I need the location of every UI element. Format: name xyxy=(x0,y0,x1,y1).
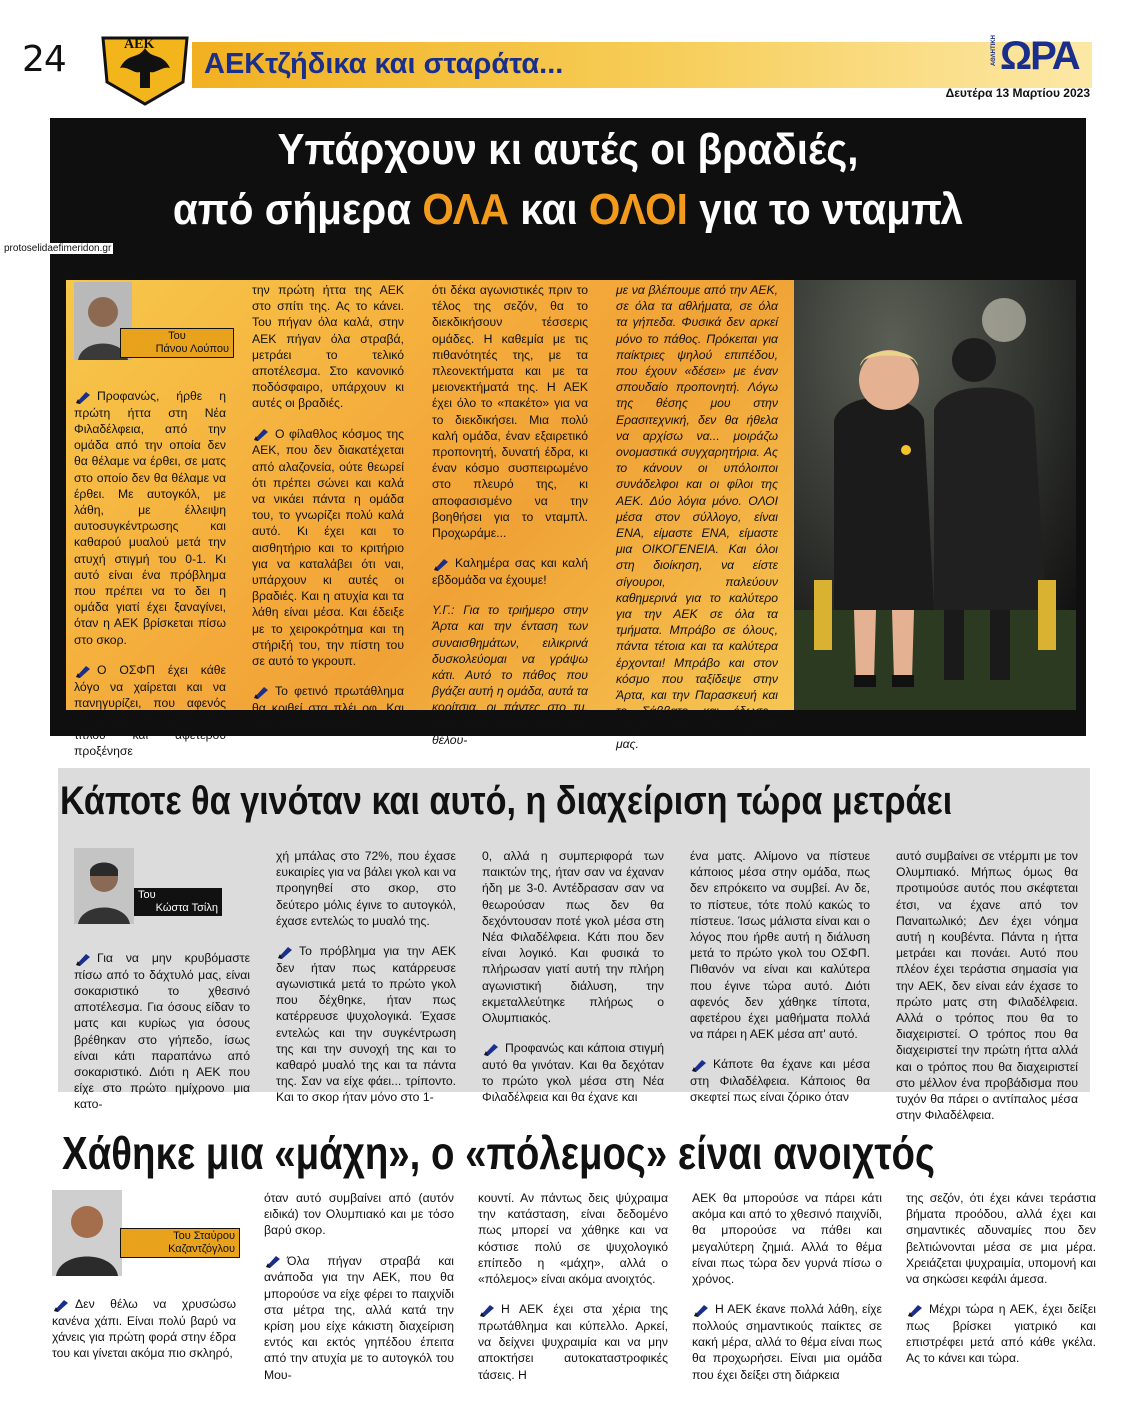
author-caption-loupos xyxy=(120,328,234,358)
paragraph: ένα ματς. Αλίμονο να πίστευε κάποιος μέσα στην ομάδα, πως δεν επρόκειτο να συμβεί. Αν δε, το πίστευε, τότε πολύ κακώς το πίστευε. Ίσως μάλιστα είναι και ο λόγος που ήρθε αυτή η διάλυση μετά το πρώτο γκολ του ΟΣΦΠ. Πιθανόν να είναι και καλύτερα που έγινε τώρα αυτό. Διότι αφενός δεν χάθηκε τίποτα, αφετέρου έχει μαθήματα πολλά να πάρει η ΑΕΚ μέσα απ' αυτό. xyxy=(690,849,870,1042)
pen-icon xyxy=(74,389,94,405)
pen-icon xyxy=(906,1302,926,1318)
paragraph: Το φετινό πρωτάθλημα θα κριθεί στα πλέι οφ. Και χθες πιστοποιήθηκε xyxy=(252,684,404,732)
article1-col2 xyxy=(252,282,404,732)
paragraph: Το πρόβλημα για την ΑΕΚ δεν ήταν πως κατάρρευσε αγωνιστικά μετά το πρώτο γκολ που δέχθηκε, ήταν πως κατέρρευσε ψυχολογικά. Έχασε εντελώς και την συγκέντρωση της και την συνοχή της και το καθαρό μυαλό της και τα πάντα της. Σαν να είχε φάει... τρίποντο. Και το σκορ ήταν μόνο στο 1- xyxy=(276,944,456,1105)
article1-headline-line2 xyxy=(91,180,1044,240)
article2-col4 xyxy=(690,848,870,1106)
headline-part: και xyxy=(508,185,589,234)
article1-col4 xyxy=(616,282,778,752)
pen-icon xyxy=(276,944,296,960)
caption-line: Του xyxy=(138,889,156,901)
author-caption-kazantzoglou xyxy=(120,1228,240,1258)
pen-icon xyxy=(478,1302,498,1318)
article1-col3 xyxy=(432,282,588,748)
aek-logo xyxy=(98,30,192,106)
paragraph: Μέχρι τώρα η ΑΕΚ, έχει δείξει πως βρίσκει γιατρικό και επιστρέφει μετά από κάθε γκέλα. Ας το κάνει και τώρα. xyxy=(906,1302,1096,1366)
paragraph: Ο φίλαθλος κόσμος της ΑΕΚ, που δεν διακατέχεται από αλαζονεία, ούτε θεωρεί ότι πρέπει σώνει και καλά να νικάει πάντα η ομάδα του, το γνωρίζει πολύ καλά αυτό. Κι έχει και το αισθητήριο και το κριτήριο για να καταλάβει ότι ναι, υπάρχουν κι αυτές οι βραδιές. Και η ατυχία και τα λάθη είναι μέσα. Και έδειξε με το χειροκρότημα και τη στήριξή του, την πίστη του σε αυτό το γκρουπ. xyxy=(252,426,404,669)
caption-line: Του Σταύρου xyxy=(173,1230,235,1242)
headline-highlight-oloi: ΟΛΟΙ xyxy=(588,185,688,234)
paragraph: ότι δέκα αγωνιστικές πριν το τέλος της σεζόν, θα το διεκδικήσουν τέσσερις ομάδες. Η καθεμία με τις πιθανότητές της, με τα πλεονεκτήματα και με τα μειονεκτήματά της. Η ΑΕΚ έχει όλο το «πακέτο» για να το διεκδικήσει. Μια πολύ καλή ομάδα, έναν εξαιρετικό προπονητή, δυνατή έδρα, κι έναν κόσμο συσπειρωμένο στο πλευρό της, κι αποφασισμένο να την βοηθήσει για το νταμπλ. Προχωράμε... xyxy=(432,283,588,541)
paragraph: Για να μην κρυβόμαστε πίσω από το δάχτυλό μας, είναι σοκαριστικό το χθεσινό αποτέλεσμα. Για όσους είδαν το ματς και κυρίως για όσους βρέθηκαν στο γήπεδο, ίσως είναι κάτι παραπάνω από σοκαριστικό. Διότι η ΑΕΚ που είχε στο πρώτο ημίχρονο μια κατο- xyxy=(74,951,250,1112)
paragraph: ΑΕΚ θα μπορούσε να πάρει κάτι ακόμα και από το χθεσινό παιχνίδι, θα μπορούσε να πάθει και μεγαλύτερη ζημιά. Αλλά το θέμα είναι πως τώρα δεν γυρνά πίσω ο χρόνος. xyxy=(692,1191,882,1287)
pen-icon xyxy=(252,684,272,700)
paragraph: όταν αυτό συμβαίνει από (αυτόν ειδικά) τον Ολυμπιακό και με τόσο βαρύ σκορ. xyxy=(264,1191,454,1238)
paragraph: της σεζόν, ότι έχει κάνει τεράστια βήματα προόδου, αλλά έχει και σημαντικές αδυναμίες που δεν βελτιώνονται μέσα σε μια μέρα. Χρειάζεται ψυχραιμία, υπομονή και να σηκώσει κεφάλι άμεσα. xyxy=(906,1191,1096,1287)
watermark: protoselidaefimeridon.gr xyxy=(4,243,112,254)
pen-icon xyxy=(432,556,452,572)
paragraph: χή μπάλας στο 72%, που έχασε ευκαιρίες για να βάλει γκολ και να προηγηθεί στο σκορ, στο δεύτερο μόλις έγινε το αυτογκόλ, έχασε εντελώς το μυαλό της. xyxy=(276,849,456,928)
paragraph: Κάποτε θα έχανε και μέσα στη Φιλαδέλφεια. Κάποιος θα σκεφτεί πως είναι ζόρικο όταν xyxy=(690,1057,870,1105)
section-title: ΑΕΚτζήδικα και σταράτα... xyxy=(204,48,564,80)
paragraph: την πρώτη ήττα της ΑΕΚ στο σπίτι της. Ας το κάνει. Του πήγαν όλα καλά, στην ΑΕΚ πήγαν όλα στραβά, μετράει το τελικό αποτέλεσμα. Στο κανονικό ποδόσφαιρο, υπάρχουν κι αυτές οι βραδιές. xyxy=(252,283,404,411)
article2-col2 xyxy=(276,848,456,1106)
headline-highlight-ola: ΟΛΑ xyxy=(422,185,509,234)
paragraph: Προφανώς και κάποια στιγμή αυτό θα γινόταν. Και θα δεχόταν το πρώτο γκολ μέσα στη Νέα Φιλαδέλφεια και θα έχανε και xyxy=(482,1041,664,1105)
paragraph: Η ΑΕΚ έκανε πολλά λάθη, είχε πολλούς σημαντικούς παίκτες σε κακή μέρα, αλλά το θέμα είναι πως θα προχωρήσει. Είναι μια ομάδα που έχει δείξει στη διάρκεια xyxy=(692,1302,882,1382)
article3-col2 xyxy=(264,1190,454,1383)
paragraph: Προφανώς, ήρθε η πρώτη ήττα στη Νέα Φιλαδέλφεια, από την ομάδα από την οποία δεν θα θέλαμε να έρθει, σε ματς στο οποίο δεν θα θέλαμε να έρθει. Με αυτογκόλ, με λάθη, με έλλειψη αυτοσυγκέντρωσης και καθαρού μυαλού μετά την ατυχή στιγμή του 0-1. Κι αυτό είναι ένα πρόβλημα που πρέπει να το δει η ομάδα γιατί έχει ξαναγίνει, όταν η ΑΕΚ βρίσκεται πίσω στο σκορ. xyxy=(74,389,226,647)
paragraph: Η ΑΕΚ έχει στα χέρια της πρωτάθλημα και κύπελλο. Αρκεί, να δείχνει ψυχραιμία και να μην αποκτήσει αυτοκαταστροφικές τάσεις. Η xyxy=(478,1302,668,1382)
headline-part: από σήμερα xyxy=(172,185,423,234)
author-caption-tsilis xyxy=(134,888,222,916)
caption-line: Κώστα Τσίλη xyxy=(155,902,218,914)
pen-icon xyxy=(692,1302,712,1318)
author-photo-kazantzoglou xyxy=(52,1190,122,1276)
logo-text: ΑΕΚ xyxy=(124,37,155,52)
article3-headline: Χάθηκε μια «μάχη», ο «πόλεμος» είναι ανοιχτός xyxy=(62,1127,935,1179)
pen-icon xyxy=(482,1041,502,1057)
publication-tag: ΑΘΛΗΤΙΚΗ xyxy=(991,34,997,66)
article3-col3 xyxy=(478,1190,668,1383)
pen-icon xyxy=(74,951,94,967)
article1-col1 xyxy=(74,388,226,760)
photo-players xyxy=(794,280,1076,710)
article2-col3 xyxy=(482,848,664,1106)
pen-icon xyxy=(264,1253,284,1269)
paragraph: Δεν θέλω να χρυσώσω κανένα χάπι. Είναι πολύ βαρύ να χάνεις για πρώτη φορά στην έδρα του και γίνεται ακόμα πιο σκληρό, xyxy=(52,1297,236,1361)
article1-headline-line1: Υπάρχουν κι αυτές οι βραδιές, xyxy=(277,125,859,174)
article3-col5 xyxy=(906,1190,1096,1367)
pen-icon xyxy=(252,426,272,442)
paragraph: 0, αλλά η συμπεριφορά των παικτών της, ήταν σαν να έχαναν ήδη με 3-0. Αντέδρασαν σαν να θεωρούσαν πως δεν θα δεχόντουσαν ποτέ γκολ μέσα στη Νέα Φιλαδέλφεια. Κάτι που δεν είναι λογικό. Και φυσικά το πλήρωσαν γιατί αυτή την πλήρη αγωνιστική διάλυση, την εκμεταλλεύτηκε πλήρως ο Ολυμπιακός. xyxy=(482,849,664,1026)
headline-part: για το νταμπλ xyxy=(687,185,964,234)
paragraph: με να βλέπουμε από την ΑΕΚ, σε όλα τα αθλήματα, σε όλα τα γήπεδα. Φυσικά δεν αρκεί μόνο το πάθος. Πρόκειται για παίκτριες ψηλού επιπέδου, που έχουν «δέσει» με έναν σπουδαίο προπονητή. Λόγω της θέσης μου στην Ερασιτεχνική, δεν θα ήθελα να αρχίσω να... μοιράζω ονομαστικά συγχαρητήρια. Ας το κάνουν οι υπόλοιποι συνάδελφοι και οι φίλοι της ΑΕΚ. Δύο λόγια μόνο. ΟΛΟΙ μέσα στον σύλλογο, είναι ΕΝΑ, είμαστε ΕΝΑ, είμαστε μια ΟΙΚΟΓΕΝΕΙΑ. Και όλοι στη διοίκηση, να είστε σίγουροι, παλεύουν καθημερινά για το καλύτερο για την ΑΕΚ σε όλα τα τμήματα. Μπράβο σε όλους, πάντα τέτοια και τα καλύτερα έρχονται! Μπράβο και στον κόσμο που ταξίδεψε στην Άρτα, και την Παρασκευή και το Σάββατο και έδωσε... Original ώθηση στα κορίτσια μας. xyxy=(616,283,778,751)
article2-headline: Κάποτε θα γινόταν και αυτό, η διαχείριση τώρα μετράει xyxy=(60,779,953,823)
article2-col5 xyxy=(896,848,1078,1123)
paragraph: κουντί. Αν πάντως δεις ψύχραιμα την κατάσταση, είναι δεδομένο πως μπορεί να χάθηκε και να κόστισε πολύ σε ψυχολογικό επίπεδο η «μάχη», αλλά ο «πόλεμος» είναι ακόμα ανοιχτός. xyxy=(478,1191,668,1287)
article1-headline xyxy=(91,120,1044,240)
issue-date: Δευτέρα 13 Μαρτίου 2023 xyxy=(945,86,1090,100)
paragraph: Όλα πήγαν στραβά και ανάποδα για την ΑΕΚ, που θα μπορούσε να είχε φέρει το παιχνίδι στα μέτρα της, αλλά κατά την κρίση μου είχε κάκιστη διαχείριση εντός και εκτός γηπέδου έπειτα από την ατυχία με το αυτογκόλ του Μου- xyxy=(264,1253,454,1382)
page-number: 24 xyxy=(22,39,66,80)
pen-icon xyxy=(52,1297,72,1313)
caption-line: Του xyxy=(168,330,186,342)
paragraph: Υ.Γ.: Για το τριήμερο στην Άρτα και την ένταση των συναισθημάτων, ειλικρινά δυσκολεύομαι να γράψω κάτι. Αυτό το πάθος που βγάζει αυτή η ομάδα, αυτά τα κορίτσια, οι πάντες στο τμ, είναι πολύ απλά αυτό που θέλου- xyxy=(432,603,588,747)
paragraph: Ο ΟΣΦΠ έχει κάθε λόγο να χαίρεται και να πανηγυρίζει, που αφενός ξαναμπήκε στο κόλπο του τίτλου και αφετέρου προξένησε xyxy=(74,662,226,759)
caption-line: Πάνου Λούπου xyxy=(155,343,229,355)
caption-line: Καζαντζόγλου xyxy=(168,1243,235,1255)
article3-col4 xyxy=(692,1190,882,1383)
publication-logo: ΩΡΑ xyxy=(1000,34,1079,78)
pen-icon xyxy=(690,1057,710,1073)
author-photo-tsilis xyxy=(74,848,134,924)
paragraph: Καλημέρα σας και καλή εβδομάδα να έχουμε! xyxy=(432,556,588,588)
pen-icon xyxy=(74,663,94,679)
article3-col1 xyxy=(52,1296,236,1361)
article2-col1 xyxy=(74,950,250,1113)
paragraph: αυτό συμβαίνει σε ντέρμπι με τον Ολυμπιακό. Μήπως όμως θα προτιμούσε αυτός που σκέφτεται έτσι, να έχανε από τον Παναιτωλικό; Δεν έχει νόημα αυτή η κουβέντα. Πάντα η ήττα μετράει και πονάει. Αυτό που πλέον έχει τεράστια σημασία για την ΑΕΚ, δεν είναι εάν έχασε το πρώτο ματς στη Φιλαδέλφεια. Αλλά ο τρόπος που θα το διαχειριστεί. Ο τρόπος που θα διαχειριστεί την πρώτη ήττα αλλά και ο τρόπος που θα διαχειριστεί στο μέλλον ένα προβάδισμα που τυχόν θα πάρει ο αντίπαλος μέσα στην Φιλαδέλφεια. xyxy=(896,849,1078,1123)
